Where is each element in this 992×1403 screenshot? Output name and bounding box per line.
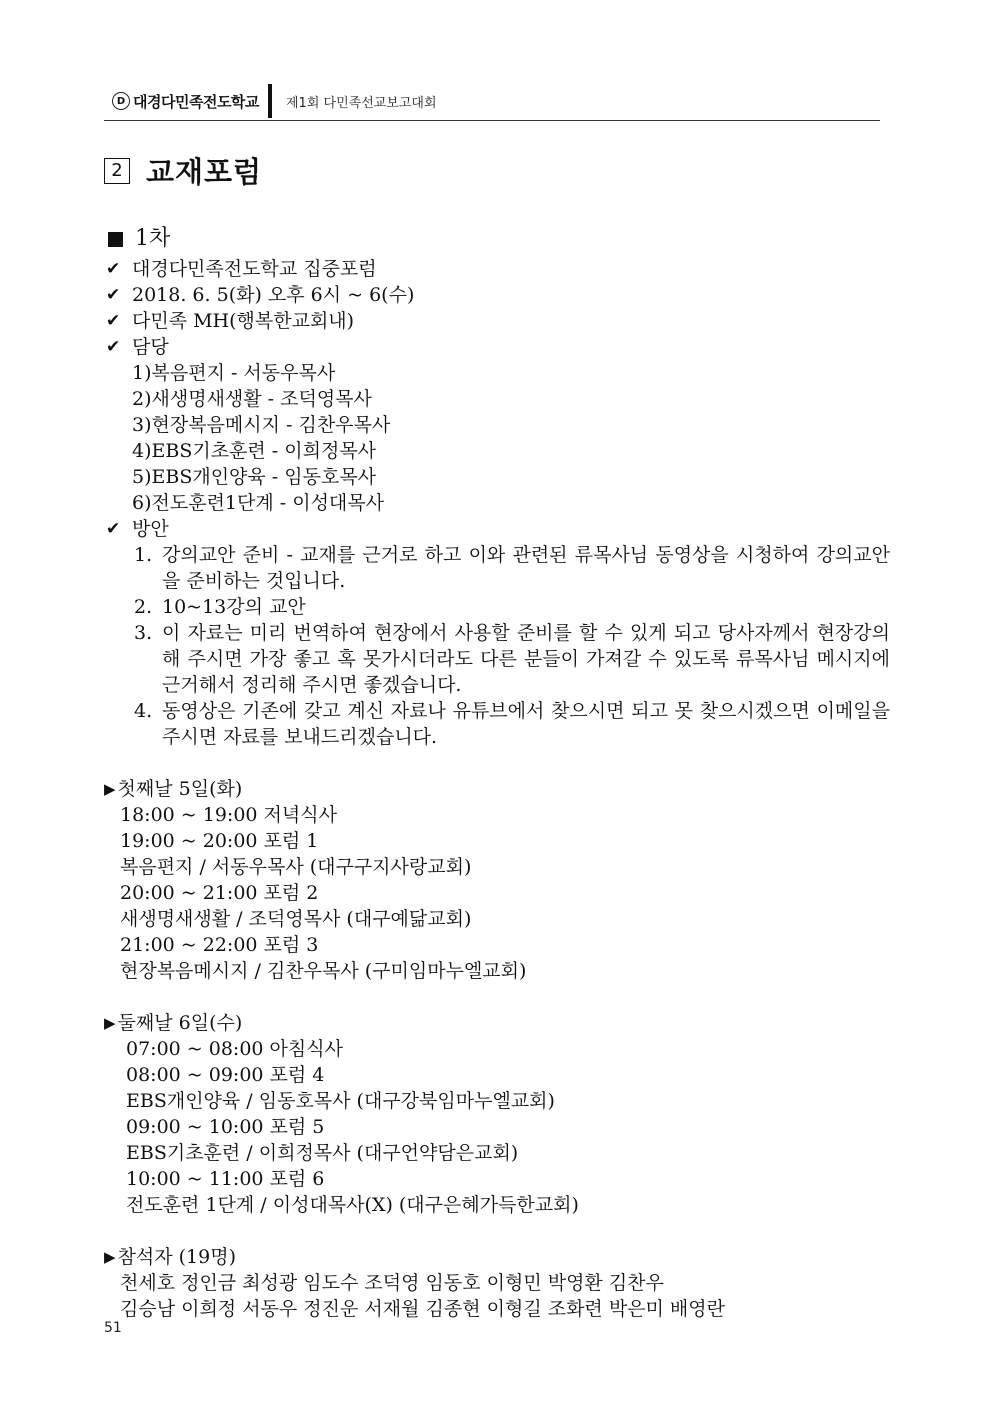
section-title: 교재포럼 [146,155,263,189]
schedule-line: 20:00 ~ 21:00 포럼 2 [120,882,319,904]
black-square-icon [108,232,123,247]
logo-text: 대경다민족전도학교 [133,92,259,111]
check-item: ✔ 2018. 6. 5(화) 오후 6시 ~ 6(수) [106,284,415,306]
schedule-line: 복음편지 / 서동우목사 (대구구지사랑교회) [120,856,472,878]
document-body [104,222,890,1322]
schedule-line: 18:00 ~ 19:00 저녁식사 [120,804,337,826]
header-divider-bar [268,84,272,118]
attendee-line: 김승남 이희정 서동우 정진운 서재월 김종현 이형길 조화련 박은미 배영란 [120,1298,725,1320]
spacer [104,750,890,776]
triangle-right-icon: ▶ [104,1014,116,1032]
triangle-right-icon: ▶ [104,780,116,798]
schedule-line: 현장복음메시지 / 김찬우목사 (구미임마누엘교회) [120,960,527,982]
attendee-line: 천세호 정인금 최성광 임도수 조덕영 임동호 이형민 박영환 김찬우 [120,1272,664,1294]
staff-item: 2)새생명새생활 - 조덕영목사 [132,388,372,410]
schedule-line: 10:00 ~ 11:00 포럼 6 [126,1168,325,1190]
schedule-line: 전도훈련 1단계 / 이성대목사(X) (대구은혜가득한교회) [126,1194,579,1216]
section-number: 2 [104,158,130,184]
checkmark-icon: ✔ [106,259,121,279]
day2-heading: ▶ 둘째날 6일(수) [104,1012,243,1034]
school-logo [112,90,259,112]
schedule-line: EBS기초훈련 / 이희정목사 (대구언약담은교회) [126,1142,519,1164]
page-number: 51 [104,1320,122,1336]
schedule-line: EBS개인양육 / 임동호목사 (대구강북임마누엘교회) [126,1090,555,1112]
plan-item: 2. 10~13강의 교안 [134,596,306,618]
schedule-line: 19:00 ~ 20:00 포럼 1 [120,830,319,852]
checkmark-icon: ✔ [106,337,121,357]
logo-mark-icon: D [112,92,130,110]
staff-item: 1)복음편지 - 서동우목사 [132,362,336,384]
staff-item: 3)현장복음메시지 - 김찬우목사 [132,414,391,436]
attendees-heading: ▶ 참석자 (19명) [104,1246,237,1268]
checkmark-icon: ✔ [106,519,121,539]
round-heading [104,222,890,256]
checkmark-icon: ✔ [106,311,121,331]
round-label: 1차 [135,226,171,251]
check-item: ✔ 담당 [106,336,169,358]
schedule-line: 08:00 ~ 09:00 포럼 4 [126,1064,325,1086]
check-item: ✔ 방안 [106,518,169,540]
staff-item: 6)전도훈련1단계 - 이성대목사 [132,492,384,514]
schedule-line: 21:00 ~ 22:00 포럼 3 [120,934,319,956]
triangle-right-icon: ▶ [104,1248,116,1266]
staff-item: 5)EBS개인양육 - 임동호목사 [132,466,377,488]
header-title: 제1회 다민족선교보고대회 [286,96,437,111]
check-item: ✔ 다민족 MH(행복한교회내) [106,310,355,332]
check-item: ✔ 대경다민족전도학교 집중포럼 [106,258,377,280]
checkmark-icon: ✔ [106,285,121,305]
staff-item: 4)EBS기초훈련 - 이희정목사 [132,440,377,462]
spacer [104,984,890,1010]
plan-item: 3. 이 자료는 미리 번역하여 현장에서 사용할 준비를 할 수 있게 되고 당사자께서 현장강의해 주시면 가장 좋고 혹 못가시더라도 다른 분들이 가져갈 수 있도록 류목사님 메시지에 근거해서 정리해 주시면 좋겠습니다. [134,622,890,696]
plan-item: 4. 동영상은 기존에 갖고 계신 자료나 유튜브에서 찾으시면 되고 못 찾으시겠으면 이메일을 주시면 자료를 보내드리겠습니다. [134,700,890,748]
day1-heading: ▶ 첫째날 5일(화) [104,778,243,800]
page-header [104,82,880,121]
schedule-line: 09:00 ~ 10:00 포럼 5 [126,1116,325,1138]
schedule-line: 새생명새생활 / 조덕영목사 (대구예닮교회) [120,908,472,930]
section-heading [104,150,262,191]
plan-item: 1. 강의교안 준비 - 교재를 근거로 하고 이와 관련된 류목사님 동영상을 시청하여 강의교안을 준비하는 것입니다. [134,544,890,592]
schedule-line: 07:00 ~ 08:00 아침식사 [126,1038,343,1060]
spacer [104,1218,890,1244]
